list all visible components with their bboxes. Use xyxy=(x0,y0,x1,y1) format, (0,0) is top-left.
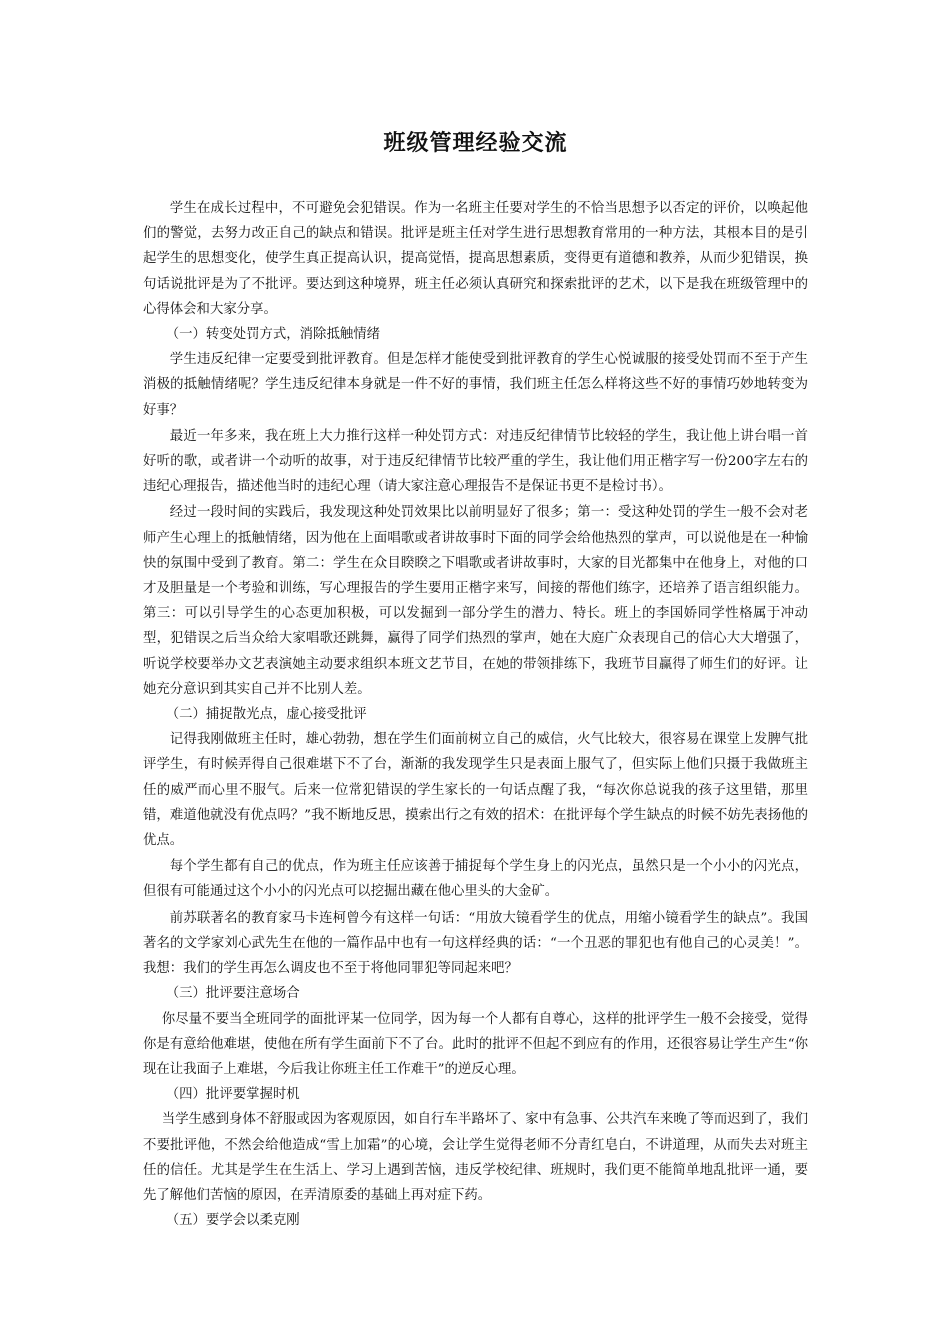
body-paragraph: 每个学生都有自己的优点，作为班主任应该善于捕捉每个学生身上的闪光点，虽然只是一个小小的闪光点，但很有可能通过这个小小的闪光点可以挖掘出藏在他心里头的大金矿。 xyxy=(143,859,808,900)
document-page xyxy=(143,118,808,1233)
document-body xyxy=(143,196,808,1233)
body-paragraph: 前苏联著名的教育家马卡连柯曾今有这样一句话：“用放大镜看学生的优点，用缩小镜看学生的缺点”。我国著名的文学家刘心武先生在他的一篇作品中也有一句这样经典的话：“一个丑恶的罪犯也有他自己的心灵美！”。我想：我们的学生再怎么调皮也不至于将他同罪犯等同起来吧？ xyxy=(143,910,808,977)
body-paragraph: 当学生感到身体不舒服或因为客观原因，如自行车半路坏了、家中有急事、公共汽车来晚了等而迟到了，我们不要批评他，不然会给他造成“雪上加霜”的心境，会让学生觉得老师不分青红皂白，不讲道理，从而失去对班主任的信任。尤其是学生在生活上、学习上遇到苦恼，违反学校纪律、班规时，我们更不能简单地乱批评一通，要先了解他们苦恼的原因，在弄清原委的基础上再对症下药。 xyxy=(143,1112,808,1203)
body-paragraph: 最近一年多来，我在班上大力推行这样一种处罚方式：对违反纪律情节比较轻的学生，我让他上讲台唱一首好听的歌，或者讲一个动听的故事，对于违反纪律情节比较严重的学生，我让他们用正楷字写一份200字左右的违纪心理报告，描述他当时的违纪心理（请大家注意心理报告不是保证书更不是检讨书）。 xyxy=(143,428,808,495)
section-heading-3: （三）批评要注意场合 xyxy=(165,986,300,1002)
body-paragraph: 学生违反纪律一定要受到批评教育。但是怎样才能使受到批评教育的学生心悦诚服的接受处罚而不至于产生消极的抵触情绪呢？学生违反纪律本身就是一件不好的事情，我们班主任怎么样将这些不好的事情巧妙地转变为好事？ xyxy=(143,352,808,418)
document-title: 班级管理经验交流 xyxy=(383,131,568,156)
section-heading-4: （四）批评要掌握时机 xyxy=(165,1087,300,1103)
section-heading-5: （五）要学会以柔克刚 xyxy=(165,1213,300,1229)
body-paragraph: 经过一段时间的实践后，我发现这种处罚效果比以前明显好了很多；第一：受这种处罚的学生一般不会对老师产生心理上的抵触情绪，因为他在上面唱歌或者讲故事时下面的同学会给他热烈的掌声，可以说他是在一种愉快的氛围中受到了教育。第二：学生在众目睽睽之下唱歌或者讲故事时，大家的目光都集中在他身上，对他的口才及胆量是一个考验和训练，写心理报告的学生要用正楷字来写，间接的帮他们练字，还培养了语言组织能力。第三：可以引导学生的心态更加积极，可以发掘到一部分学生的潜力、特长。班上的李国娇同学性格属于冲动型，犯错误之后当众给大家唱歌还跳舞，赢得了同学们热烈的掌声，她在大庭广众表现自己的信心大大增强了，听说学校要举办文艺表演她主动要求组织本班文艺节目，在她的带领排练下，我班节目赢得了师生们的好评。让她充分意识到其实自己并不比别人差。 xyxy=(143,505,808,697)
body-paragraph: 记得我刚做班主任时，雄心勃勃，想在学生们面前树立自己的威信，火气比较大，很容易在课堂上发脾气批评学生，有时候弄得自己很难堪下不了台，渐渐的我发现学生只是表面上服气了，但实际上他们只摄于我做班主任的威严而心里不服气。后来一位常犯错误的学生家长的一句话点醒了我，“每次你总说我的孩子这里错，那里错，难道他就没有优点吗？”我不断地反思，摸索出行之有效的招术：在批评每个学生缺点的时候不妨先表扬他的优点。 xyxy=(143,732,808,849)
body-paragraph: 你尽量不要当全班同学的面批评某一位同学，因为每一个人都有自尊心，这样的批评学生一般不会接受，觉得你是有意给他难堪，使他在所有学生面前下不了台。此时的批评不但起不到应有的作用，还很容易让学生产生“你现在让我面子上难堪，今后我让你班主任工作难干”的逆反心理。 xyxy=(143,1011,808,1077)
intro-paragraph: 学生在成长过程中，不可避免会犯错误。作为一名班主任要对学生的不恰当思想予以否定的评价，以唤起他们的警觉，去努力改正自己的缺点和错误。批评是班主任对学生进行思想教育常用的一种方法，其根本目的是引起学生的思想变化，使学生真正提高认识，提高觉悟，提高思想素质，变得更有道德和教养，从而少犯错误，换句话说批评是为了不批评。要达到这种境界，班主任必须认真研究和探索批评的艺术，以下是我在班级管理中的心得体会和大家分享。 xyxy=(143,201,808,317)
section-heading-1: （一）转变处罚方式，消除抵触情绪 xyxy=(165,327,381,343)
section-heading-2: （二）捕捉散光点，虚心接受批评 xyxy=(165,707,367,723)
